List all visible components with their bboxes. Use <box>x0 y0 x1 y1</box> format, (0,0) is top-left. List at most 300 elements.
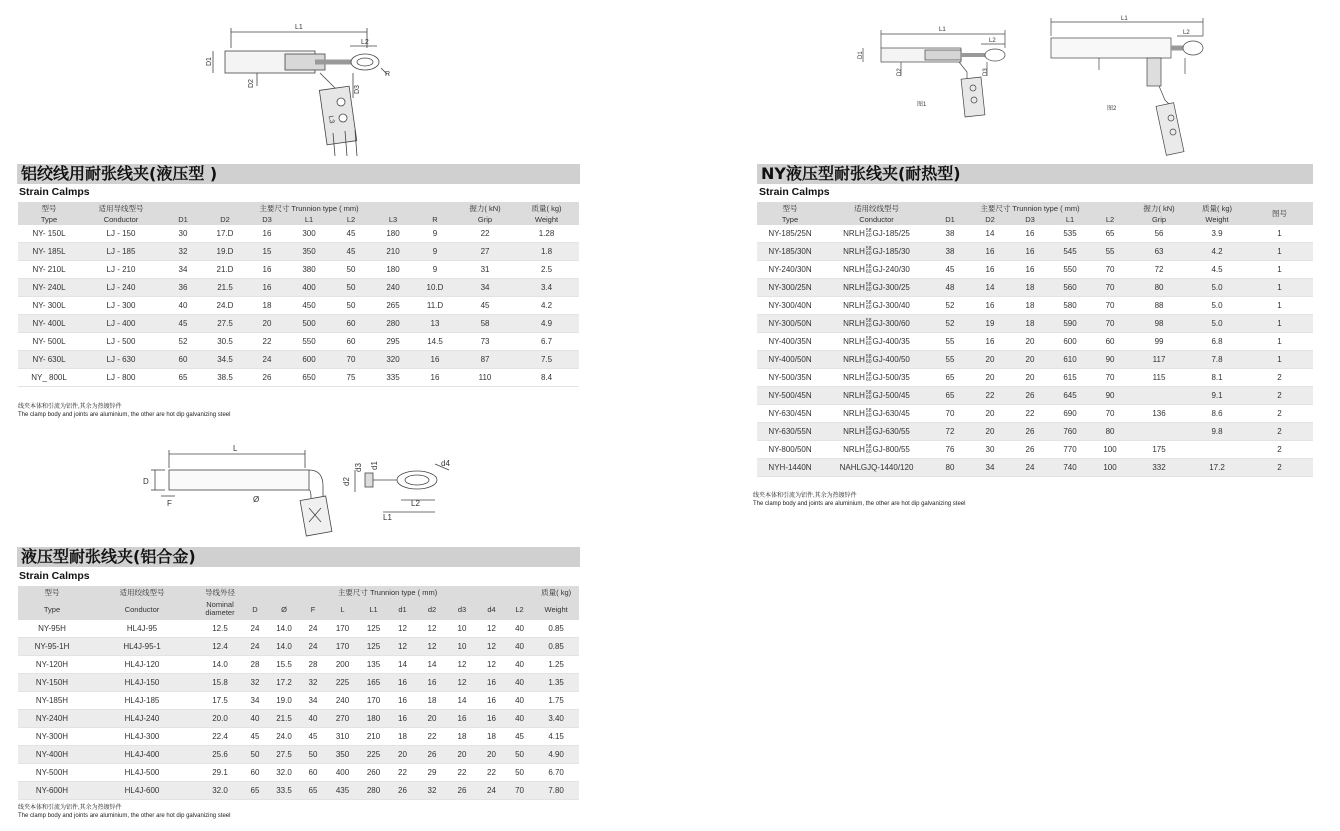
table-cell: 16 <box>1010 261 1050 279</box>
table-cell: 24 <box>300 638 326 656</box>
conductor-prefix: NRLH <box>843 264 865 274</box>
label-d1: d1 <box>370 461 379 470</box>
table-cell: 8.4 <box>514 369 579 387</box>
table-cell: 2 <box>1246 387 1313 405</box>
table-cell: NY-95H <box>18 620 86 638</box>
table-cell: 2 <box>1246 459 1313 477</box>
table-cell: 34 <box>242 692 268 710</box>
table-cell: 110 <box>456 369 514 387</box>
table-cell: HL4J-240 <box>86 710 198 728</box>
table-row <box>757 261 1313 279</box>
table-cell: 100 <box>1090 441 1130 459</box>
table-cell: 30.5 <box>204 333 246 351</box>
header-grip-cn: 握力( kN) <box>456 202 514 214</box>
conductor-suffix: GJ-300/60 <box>872 318 910 328</box>
table-cell: 240 <box>372 279 414 297</box>
table-cell: 5.0 <box>1188 297 1246 315</box>
table-row <box>18 674 579 692</box>
table-cell: 55 <box>930 333 970 351</box>
table-row <box>757 225 1313 243</box>
table-cell: 16 <box>414 351 456 369</box>
table-cell: 760 <box>1050 423 1090 441</box>
table-cell: 1.25 <box>533 656 579 674</box>
table-cell: NY_ 800L <box>18 369 80 387</box>
table-cell <box>823 369 930 387</box>
conductor-fraction: 58 60 <box>865 263 872 275</box>
conductor-fraction: 58 60 <box>865 443 872 455</box>
header-col: D3 <box>1010 214 1050 225</box>
section1-note <box>18 403 230 419</box>
header-weight-cn: 质量( kg) <box>533 586 579 598</box>
header-nominal-en: Nominal diameter <box>198 598 242 620</box>
table-cell: 580 <box>1050 297 1090 315</box>
table-cell: 22 <box>456 225 514 243</box>
table-cell: 20 <box>388 746 417 764</box>
table-cell: 240 <box>326 692 359 710</box>
note-cn: 线夹本体和引流为铝件,其余为热镀锌件 <box>18 404 122 410</box>
table-cell: 20 <box>970 369 1010 387</box>
table-cell: 26 <box>417 746 447 764</box>
table-cell: 38 <box>930 225 970 243</box>
table-cell: 6.70 <box>533 764 579 782</box>
conductor-suffix: GJ-300/40 <box>872 300 910 310</box>
table-cell: 16 <box>970 297 1010 315</box>
table-cell: 18 <box>1010 315 1050 333</box>
table-cell: HL4J-400 <box>86 746 198 764</box>
table-cell: 14 <box>417 656 447 674</box>
table-cell: 31 <box>456 261 514 279</box>
table-cell: 19.D <box>204 243 246 261</box>
table-cell: 1 <box>1246 315 1313 333</box>
table-cell: HL4J-300 <box>86 728 198 746</box>
table-row <box>757 351 1313 369</box>
table-cell: 5.0 <box>1188 315 1246 333</box>
table-cell: 7.8 <box>1188 351 1246 369</box>
table-cell: 12 <box>477 656 506 674</box>
table-cell: 73 <box>456 333 514 351</box>
table-cell: 15.8 <box>198 674 242 692</box>
table-cell: 17.5 <box>198 692 242 710</box>
table-cell: NY-185/25N <box>757 225 823 243</box>
table-cell: 125 <box>359 620 388 638</box>
conductor-suffix: GJ-500/35 <box>872 372 910 382</box>
table-cell <box>823 243 930 261</box>
table-cell: 26 <box>1010 441 1050 459</box>
table-cell: LJ - 630 <box>80 351 162 369</box>
table-cell: 16 <box>970 261 1010 279</box>
table-cell: 32 <box>162 243 204 261</box>
table-cell: HL4J-95-1 <box>86 638 198 656</box>
table-cell: 1 <box>1246 261 1313 279</box>
header-weight-en: Weight <box>1188 214 1246 225</box>
table-cell: 3.9 <box>1188 225 1246 243</box>
table-cell: 9 <box>414 225 456 243</box>
table-cell: 4.2 <box>514 297 579 315</box>
table-cell: 27 <box>456 243 514 261</box>
table-cell: 45 <box>506 728 533 746</box>
conductor-prefix: NRLH <box>843 426 865 436</box>
table-cell: 450 <box>288 297 330 315</box>
table-cell: NY- 185L <box>18 243 80 261</box>
table-cell: 210 <box>372 243 414 261</box>
table-cell: 28 <box>300 656 326 674</box>
table-cell: 12 <box>447 656 477 674</box>
section3-table <box>757 202 1313 477</box>
table-cell: 12 <box>388 620 417 638</box>
label-l3: L3 <box>326 115 335 125</box>
conductor-suffix: GJ-300/25 <box>872 282 910 292</box>
table-cell: 32.0 <box>268 764 300 782</box>
table-row <box>18 369 579 387</box>
table-cell: 40 <box>506 710 533 728</box>
header-col: d2 <box>417 598 447 620</box>
table-cell: NY-240H <box>18 710 86 728</box>
header-col: D1 <box>930 214 970 225</box>
table-cell: 1 <box>1246 351 1313 369</box>
table-cell: NY-240/30N <box>757 261 823 279</box>
table-row <box>757 459 1313 477</box>
conductor-prefix: NRLH <box>843 354 865 364</box>
table-cell: 75 <box>330 369 372 387</box>
header-col: L2 <box>1090 214 1130 225</box>
table-cell: NY-500H <box>18 764 86 782</box>
table-cell: 65 <box>300 782 326 800</box>
conductor-fraction: 58 60 <box>865 299 872 311</box>
table-cell: 400 <box>288 279 330 297</box>
table-cell: 7.5 <box>514 351 579 369</box>
table-cell: 18 <box>417 692 447 710</box>
header-col: D2 <box>970 214 1010 225</box>
header-type-cn: 型号 <box>18 586 86 598</box>
table-cell: 38.5 <box>204 369 246 387</box>
table-cell: 87 <box>456 351 514 369</box>
table-cell: 3.40 <box>533 710 579 728</box>
header-col: L1 <box>288 214 330 225</box>
table-cell: 14 <box>447 692 477 710</box>
section1-title: 铝绞线用耐张线夹(液压型 ) <box>17 164 580 184</box>
table-cell: 26 <box>246 369 288 387</box>
table-cell: 88 <box>1130 297 1188 315</box>
header-type-en: Type <box>757 214 823 225</box>
table-cell: 265 <box>372 297 414 315</box>
table-cell: 33.5 <box>268 782 300 800</box>
table-cell: 770 <box>1050 441 1090 459</box>
header-col: d1 <box>388 598 417 620</box>
table-cell: 270 <box>326 710 359 728</box>
table-cell: 2 <box>1246 405 1313 423</box>
table-cell: 12 <box>417 638 447 656</box>
header-col: L2 <box>330 214 372 225</box>
table-cell: 16 <box>970 243 1010 261</box>
table-cell: 1.75 <box>533 692 579 710</box>
section2-subtitle: Strain Calmps <box>19 570 90 582</box>
table-cell: HL4J-600 <box>86 782 198 800</box>
table-cell: 22 <box>477 764 506 782</box>
table-cell: 210 <box>359 728 388 746</box>
table-cell: 1 <box>1246 243 1313 261</box>
table-cell: 165 <box>359 674 388 692</box>
table-cell: 32 <box>417 782 447 800</box>
table-cell <box>1130 387 1188 405</box>
table-cell: LJ - 210 <box>80 261 162 279</box>
conductor-suffix: GJ-240/30 <box>872 264 910 274</box>
table-cell: 18 <box>388 728 417 746</box>
header-weight-en: Weight <box>533 598 579 620</box>
conductor-suffix: GJ-185/25 <box>872 228 910 238</box>
table-cell: 320 <box>372 351 414 369</box>
table-cell: 170 <box>326 638 359 656</box>
table-cell: 40 <box>162 297 204 315</box>
table-cell: HL4J-150 <box>86 674 198 692</box>
conductor-prefix: NRLH <box>843 228 865 238</box>
table-cell: 32 <box>242 674 268 692</box>
conductor-prefix: NRLH <box>843 444 865 454</box>
table-cell: 400 <box>326 764 359 782</box>
table-row <box>757 297 1313 315</box>
table-cell: 16 <box>246 279 288 297</box>
table-cell: 40 <box>506 620 533 638</box>
table-cell: 32.0 <box>198 782 242 800</box>
table-cell: 21.D <box>204 261 246 279</box>
conductor-fraction: 58 60 <box>865 425 872 437</box>
header-conductor-en: Conductor <box>86 598 198 620</box>
table-cell: 11.D <box>414 297 456 315</box>
table-cell: 65 <box>930 387 970 405</box>
table-row <box>18 764 579 782</box>
table-cell: 98 <box>1130 315 1188 333</box>
note-en: The clamp body and joints are aluminium, the other are hot dip galvanizing steel <box>18 813 231 819</box>
table-row <box>757 441 1313 459</box>
table-cell: 16 <box>414 369 456 387</box>
table-cell: 70 <box>1090 369 1130 387</box>
table-cell: 99 <box>1130 333 1188 351</box>
table-cell: 600 <box>288 351 330 369</box>
label-l1: L1 <box>383 513 392 522</box>
table-cell: 60 <box>242 764 268 782</box>
table-cell: 65 <box>1090 225 1130 243</box>
table-cell: 22 <box>447 764 477 782</box>
table-cell: NY-185H <box>18 692 86 710</box>
table-cell: 200 <box>326 656 359 674</box>
table-cell: 12.4 <box>198 638 242 656</box>
label-f: F <box>167 499 172 508</box>
table-cell: 4.15 <box>533 728 579 746</box>
table-cell: 80 <box>1090 423 1130 441</box>
table-cell: 16 <box>970 333 1010 351</box>
table-cell: 60 <box>1090 333 1130 351</box>
table-cell: 20 <box>970 351 1010 369</box>
table-row <box>757 315 1313 333</box>
table-cell: LJ - 185 <box>80 243 162 261</box>
table-row <box>18 333 579 351</box>
table-cell: 36 <box>162 279 204 297</box>
table-cell: 740 <box>1050 459 1090 477</box>
table-cell: 20 <box>1010 333 1050 351</box>
table-cell: 16 <box>1010 225 1050 243</box>
table-cell: 14.0 <box>198 656 242 674</box>
table-cell: 40 <box>242 710 268 728</box>
conductor-fraction: 58 60 <box>865 407 872 419</box>
table-cell: 16 <box>388 710 417 728</box>
table-cell: 60 <box>330 315 372 333</box>
header-col: D <box>242 598 268 620</box>
header-col: L3 <box>372 214 414 225</box>
label-d3: D3 <box>354 85 361 94</box>
table-cell: 16 <box>477 692 506 710</box>
table-cell: 40 <box>506 674 533 692</box>
table-cell: 2.5 <box>514 261 579 279</box>
label-d2: D2 <box>897 68 903 76</box>
header-conductor-cn: 适用绞线型号 <box>86 586 198 598</box>
strain-clamp-diagram-1 <box>195 18 405 163</box>
table-cell: 14.0 <box>268 638 300 656</box>
table-cell: 22 <box>246 333 288 351</box>
table-cell: 70 <box>1090 405 1130 423</box>
label-d3: d3 <box>354 463 363 472</box>
table-cell: NYH-1440N <box>757 459 823 477</box>
table-cell: 52 <box>162 333 204 351</box>
table-cell: 60 <box>162 351 204 369</box>
table-cell: NY-630/55N <box>757 423 823 441</box>
table-cell: 17.2 <box>268 674 300 692</box>
table-cell: 20 <box>477 746 506 764</box>
header-col: Ø <box>268 598 300 620</box>
header-weight-en: Weight <box>514 214 579 225</box>
table-cell: 50 <box>506 764 533 782</box>
table-cell: 28 <box>242 656 268 674</box>
table-cell: 12 <box>447 674 477 692</box>
table-cell: 52 <box>930 315 970 333</box>
header-grip-en: Grip <box>456 214 514 225</box>
table-cell: NY-300H <box>18 728 86 746</box>
table-cell: 560 <box>1050 279 1090 297</box>
header-col: R <box>414 214 456 225</box>
table-row <box>757 405 1313 423</box>
table-cell: 12 <box>477 638 506 656</box>
table-cell: 175 <box>1130 441 1188 459</box>
header-type-en: Type <box>18 214 80 225</box>
table-cell: 280 <box>359 782 388 800</box>
conductor-prefix: NAHLGJQ-1440/120 <box>839 463 914 472</box>
table-cell: 12.5 <box>198 620 242 638</box>
table-cell: NY- 400L <box>18 315 80 333</box>
table-cell: 1 <box>1246 225 1313 243</box>
table-cell: LJ - 800 <box>80 369 162 387</box>
table-row <box>18 746 579 764</box>
table-cell: NY-120H <box>18 656 86 674</box>
table-cell: 63 <box>1130 243 1188 261</box>
header-weight-cn: 质量( kg) <box>514 202 579 214</box>
header-dimensions: 主要尺寸 Trunnion type ( mm) <box>930 202 1130 214</box>
conductor-suffix: GJ-630/55 <box>872 426 910 436</box>
table-cell: 545 <box>1050 243 1090 261</box>
header-col: L <box>326 598 359 620</box>
table-cell: 26 <box>1010 387 1050 405</box>
conductor-fraction: 58 60 <box>865 389 872 401</box>
strain-clamp-diagram-3 <box>855 14 1235 160</box>
table-cell: 25.6 <box>198 746 242 764</box>
table-cell: 0.85 <box>533 620 579 638</box>
table-row <box>18 279 579 297</box>
label-d4: d4 <box>441 459 450 468</box>
header-weight-cn: 质量( kg) <box>1188 202 1246 214</box>
table-cell: 170 <box>326 620 359 638</box>
table-cell: 70 <box>1090 297 1130 315</box>
table-cell: 135 <box>359 656 388 674</box>
table-cell: 435 <box>326 782 359 800</box>
table-cell: 70 <box>1090 279 1130 297</box>
note-en: The clamp body and joints are aluminium, the other are hot dip galvanizing steel <box>18 412 231 418</box>
table-cell <box>823 315 930 333</box>
conductor-prefix: NRLH <box>843 372 865 382</box>
conductor-fraction: 58 60 <box>865 353 872 365</box>
table-cell: 22.4 <box>198 728 242 746</box>
label-d1: D1 <box>858 51 864 59</box>
table-cell: 4.9 <box>514 315 579 333</box>
conductor-suffix: GJ-500/45 <box>872 390 910 400</box>
table-cell: 17.2 <box>1188 459 1246 477</box>
table-cell: NY- 500L <box>18 333 80 351</box>
table-cell: NY- 150L <box>18 225 80 243</box>
table-cell: 20.0 <box>198 710 242 728</box>
table-cell: 16 <box>388 692 417 710</box>
table-cell: 9.1 <box>1188 387 1246 405</box>
table-cell: 16 <box>477 674 506 692</box>
table-cell: HL4J-185 <box>86 692 198 710</box>
table-cell <box>823 333 930 351</box>
table-cell: 136 <box>1130 405 1188 423</box>
table-cell: 18 <box>246 297 288 315</box>
table-cell: 18 <box>447 728 477 746</box>
table-cell: 65 <box>162 369 204 387</box>
table-cell: 32 <box>300 674 326 692</box>
table-cell: 24 <box>246 351 288 369</box>
table-cell: 29.1 <box>198 764 242 782</box>
conductor-suffix: GJ-400/50 <box>872 354 910 364</box>
table-cell: 60 <box>300 764 326 782</box>
table-cell: 12 <box>477 620 506 638</box>
conductor-prefix: NRLH <box>843 300 865 310</box>
conductor-fraction: 58 60 <box>865 245 872 257</box>
table-cell: 18 <box>1010 297 1050 315</box>
table-cell: 4.5 <box>1188 261 1246 279</box>
table-cell: 20 <box>1010 351 1050 369</box>
table-cell: 500 <box>288 315 330 333</box>
table-cell: 18 <box>477 728 506 746</box>
table-cell: 38 <box>930 243 970 261</box>
table-cell: 50 <box>330 279 372 297</box>
table-cell: 50 <box>330 297 372 315</box>
table-cell <box>823 351 930 369</box>
label-d2: D2 <box>248 79 255 88</box>
table-cell: 56 <box>1130 225 1188 243</box>
table-cell: 48 <box>930 279 970 297</box>
table-cell: 24 <box>477 782 506 800</box>
header-col: L1 <box>359 598 388 620</box>
table-cell <box>1130 423 1188 441</box>
table-row <box>757 243 1313 261</box>
header-type-cn: 型号 <box>757 202 823 214</box>
table-cell: 610 <box>1050 351 1090 369</box>
table-cell <box>823 459 930 477</box>
table-cell <box>823 261 930 279</box>
table-cell: 9 <box>414 243 456 261</box>
table-cell: 40 <box>506 656 533 674</box>
table-cell: 24.0 <box>268 728 300 746</box>
header-type-cn: 型号 <box>18 202 80 214</box>
table-cell: 50 <box>330 261 372 279</box>
table-cell: 615 <box>1050 369 1090 387</box>
